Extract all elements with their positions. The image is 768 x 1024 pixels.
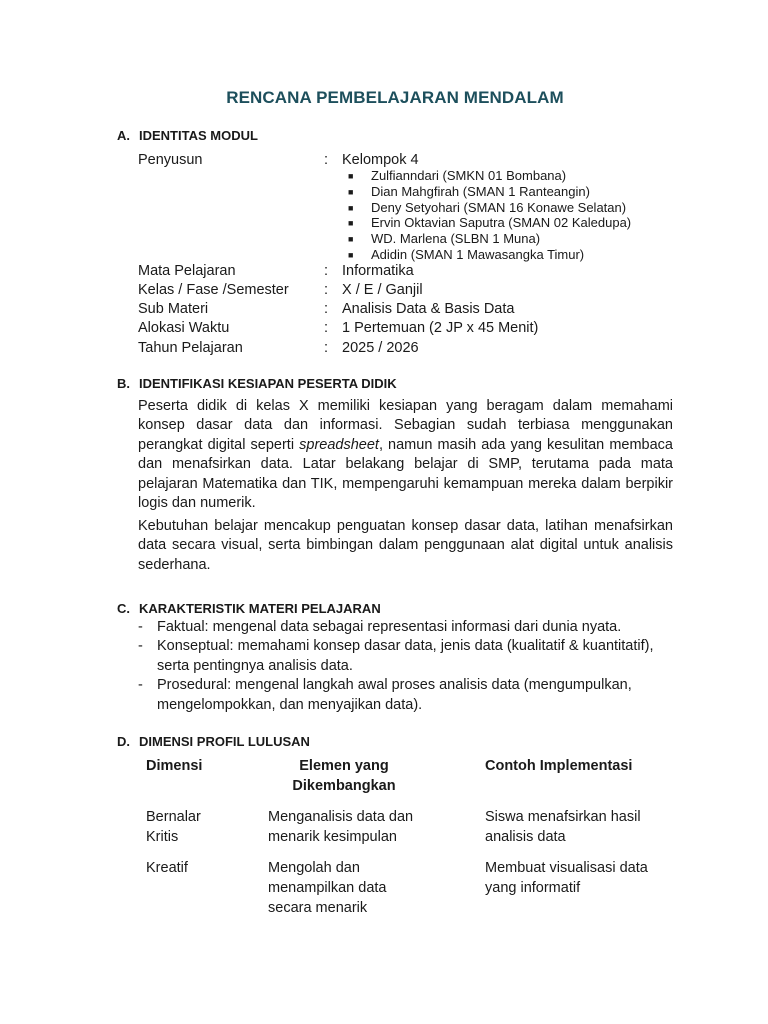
paragraph-text: , namun masih ada yang kesulitan membaca dan menafsirkan data. Latar belakang belajar di SMP, terutama pada mata pelajaran Matematika dan TIK, mempengaruhi kemampuan mereka dalam berpikir logis dan numerik.	[138, 436, 673, 512]
paragraph-italic-text: spreadsheet	[299, 436, 379, 453]
row-value: 2025 / 2026	[342, 340, 419, 356]
page-title: RENCANA PEMBELAJARAN MENDALAM	[226, 88, 564, 107]
table-header: Contoh Implementasi	[485, 758, 633, 774]
colon: :	[324, 282, 329, 298]
table-header: Elemen yang Dikembangkan	[292, 758, 396, 794]
member-name: Deny Setyohari (SMAN 16 Konawe Selatan)	[371, 199, 627, 215]
list-item	[138, 637, 678, 676]
list-item	[138, 618, 678, 637]
square-bullet-icon: ■	[348, 218, 354, 229]
section-a-title: IDENTITAS MODUL	[139, 128, 258, 143]
section-c-letter: C.	[117, 601, 130, 616]
list-item-text: Prosedural: mengenal langkah awal proses analisis data (mengumpulkan, mengelompokkan, dan menyajikan data).	[157, 677, 632, 713]
kebutuhan-paragraph: Kebutuhan belajar mencakup penguatan konsep dasar data, latihan menafsirkan data secara visual, serta bimbingan dalam penggunaan alat digital untuk analisis sederhana.	[138, 518, 673, 573]
member-name: Adidin (SMAN 1 Mawasangka Timur)	[371, 246, 585, 262]
table-cell: Membuat visualisasi data yang informatif	[485, 860, 648, 896]
member-item	[348, 200, 631, 216]
penyusun-value: Kelompok 4	[342, 152, 419, 168]
square-bullet-icon: ■	[348, 171, 354, 181]
dash-bullet: -	[138, 619, 143, 635]
section-d-title: DIMENSI PROFIL LULUSAN	[139, 734, 310, 749]
section-b-letter: B.	[117, 376, 130, 391]
table-cell: Siswa menafsirkan hasil analisis data	[485, 809, 641, 845]
row-label: Mata Pelajaran	[138, 263, 236, 279]
row-label: Sub Materi	[138, 301, 209, 317]
table-cell: Kreatif	[146, 860, 188, 876]
square-bullet-icon: ■	[348, 234, 354, 245]
member-name: Ervin Oktavian Saputra (SMAN 02 Kaledupa)	[371, 215, 632, 231]
square-bullet-icon: ■	[348, 186, 354, 197]
list-item	[138, 676, 678, 715]
row-value: Analisis Data & Basis Data	[342, 301, 515, 317]
row-value: Informatika	[342, 263, 414, 279]
member-name: Zulfianndari (SMKN 01 Bombana)	[371, 168, 567, 183]
member-item	[348, 168, 631, 184]
colon: :	[324, 340, 329, 356]
section-c-heading	[117, 601, 381, 616]
member-name: WD. Marlena (SLBN 1 Muna)	[371, 231, 541, 247]
karakteristik-list	[138, 618, 678, 715]
table-cell: Menganalisis data dan menarik kesimpulan	[268, 809, 414, 845]
penyusun-label: Penyusun	[138, 152, 203, 168]
colon: :	[324, 263, 329, 279]
section-d-letter: D.	[117, 734, 130, 749]
table-cell: Bernalar Kritis	[146, 809, 201, 845]
row-value: 1 Pertemuan (2 JP x 45 Menit)	[342, 320, 539, 336]
row-label: Alokasi Waktu	[138, 320, 230, 336]
member-name: Dian Mahgfirah (SMAN 1 Ranteangin)	[371, 183, 590, 199]
list-item-text: Konseptual: memahami konsep dasar data, jenis data (kualitatif & kuantitatif), serta pentingnya analisis data.	[157, 638, 654, 674]
square-bullet-icon: ■	[348, 202, 354, 213]
member-item	[348, 184, 631, 200]
member-item	[348, 215, 631, 231]
section-b-title: IDENTIFIKASI KESIAPAN PESERTA DIDIK	[139, 376, 397, 391]
section-a-letter: A.	[117, 128, 130, 143]
dash-bullet: -	[138, 677, 143, 694]
kesiapan-paragraph	[138, 397, 673, 513]
paragraph-text: Peserta didik di kelas X memiliki kesiapan yang beragam dalam memahami konsep dasar data dan informasi. Sebagian sudah terbiasa menggunakan perangkat digital seperti	[138, 398, 673, 453]
colon: :	[324, 152, 329, 168]
section-a-heading	[117, 128, 258, 143]
member-item	[348, 231, 631, 247]
colon: :	[324, 320, 329, 336]
section-b-heading	[117, 376, 397, 391]
table-header: Dimensi	[146, 758, 203, 774]
list-item-text: Faktual: mengenal data sebagai representasi informasi dari dunia nyata.	[157, 619, 622, 635]
dash-bullet: -	[138, 638, 143, 655]
row-label: Tahun Pelajaran	[138, 340, 243, 356]
colon: :	[324, 301, 329, 317]
row-label: Kelas / Fase /Semester	[138, 282, 289, 298]
square-bullet-icon: ■	[348, 249, 354, 260]
member-list	[348, 168, 631, 263]
row-value: X / E / Ganjil	[342, 282, 423, 298]
section-c-title: KARAKTERISTIK MATERI PELAJARAN	[139, 601, 381, 616]
section-d-heading	[117, 734, 310, 749]
table-cell: Mengolah dan menampilkan data secara menarik	[268, 860, 387, 916]
